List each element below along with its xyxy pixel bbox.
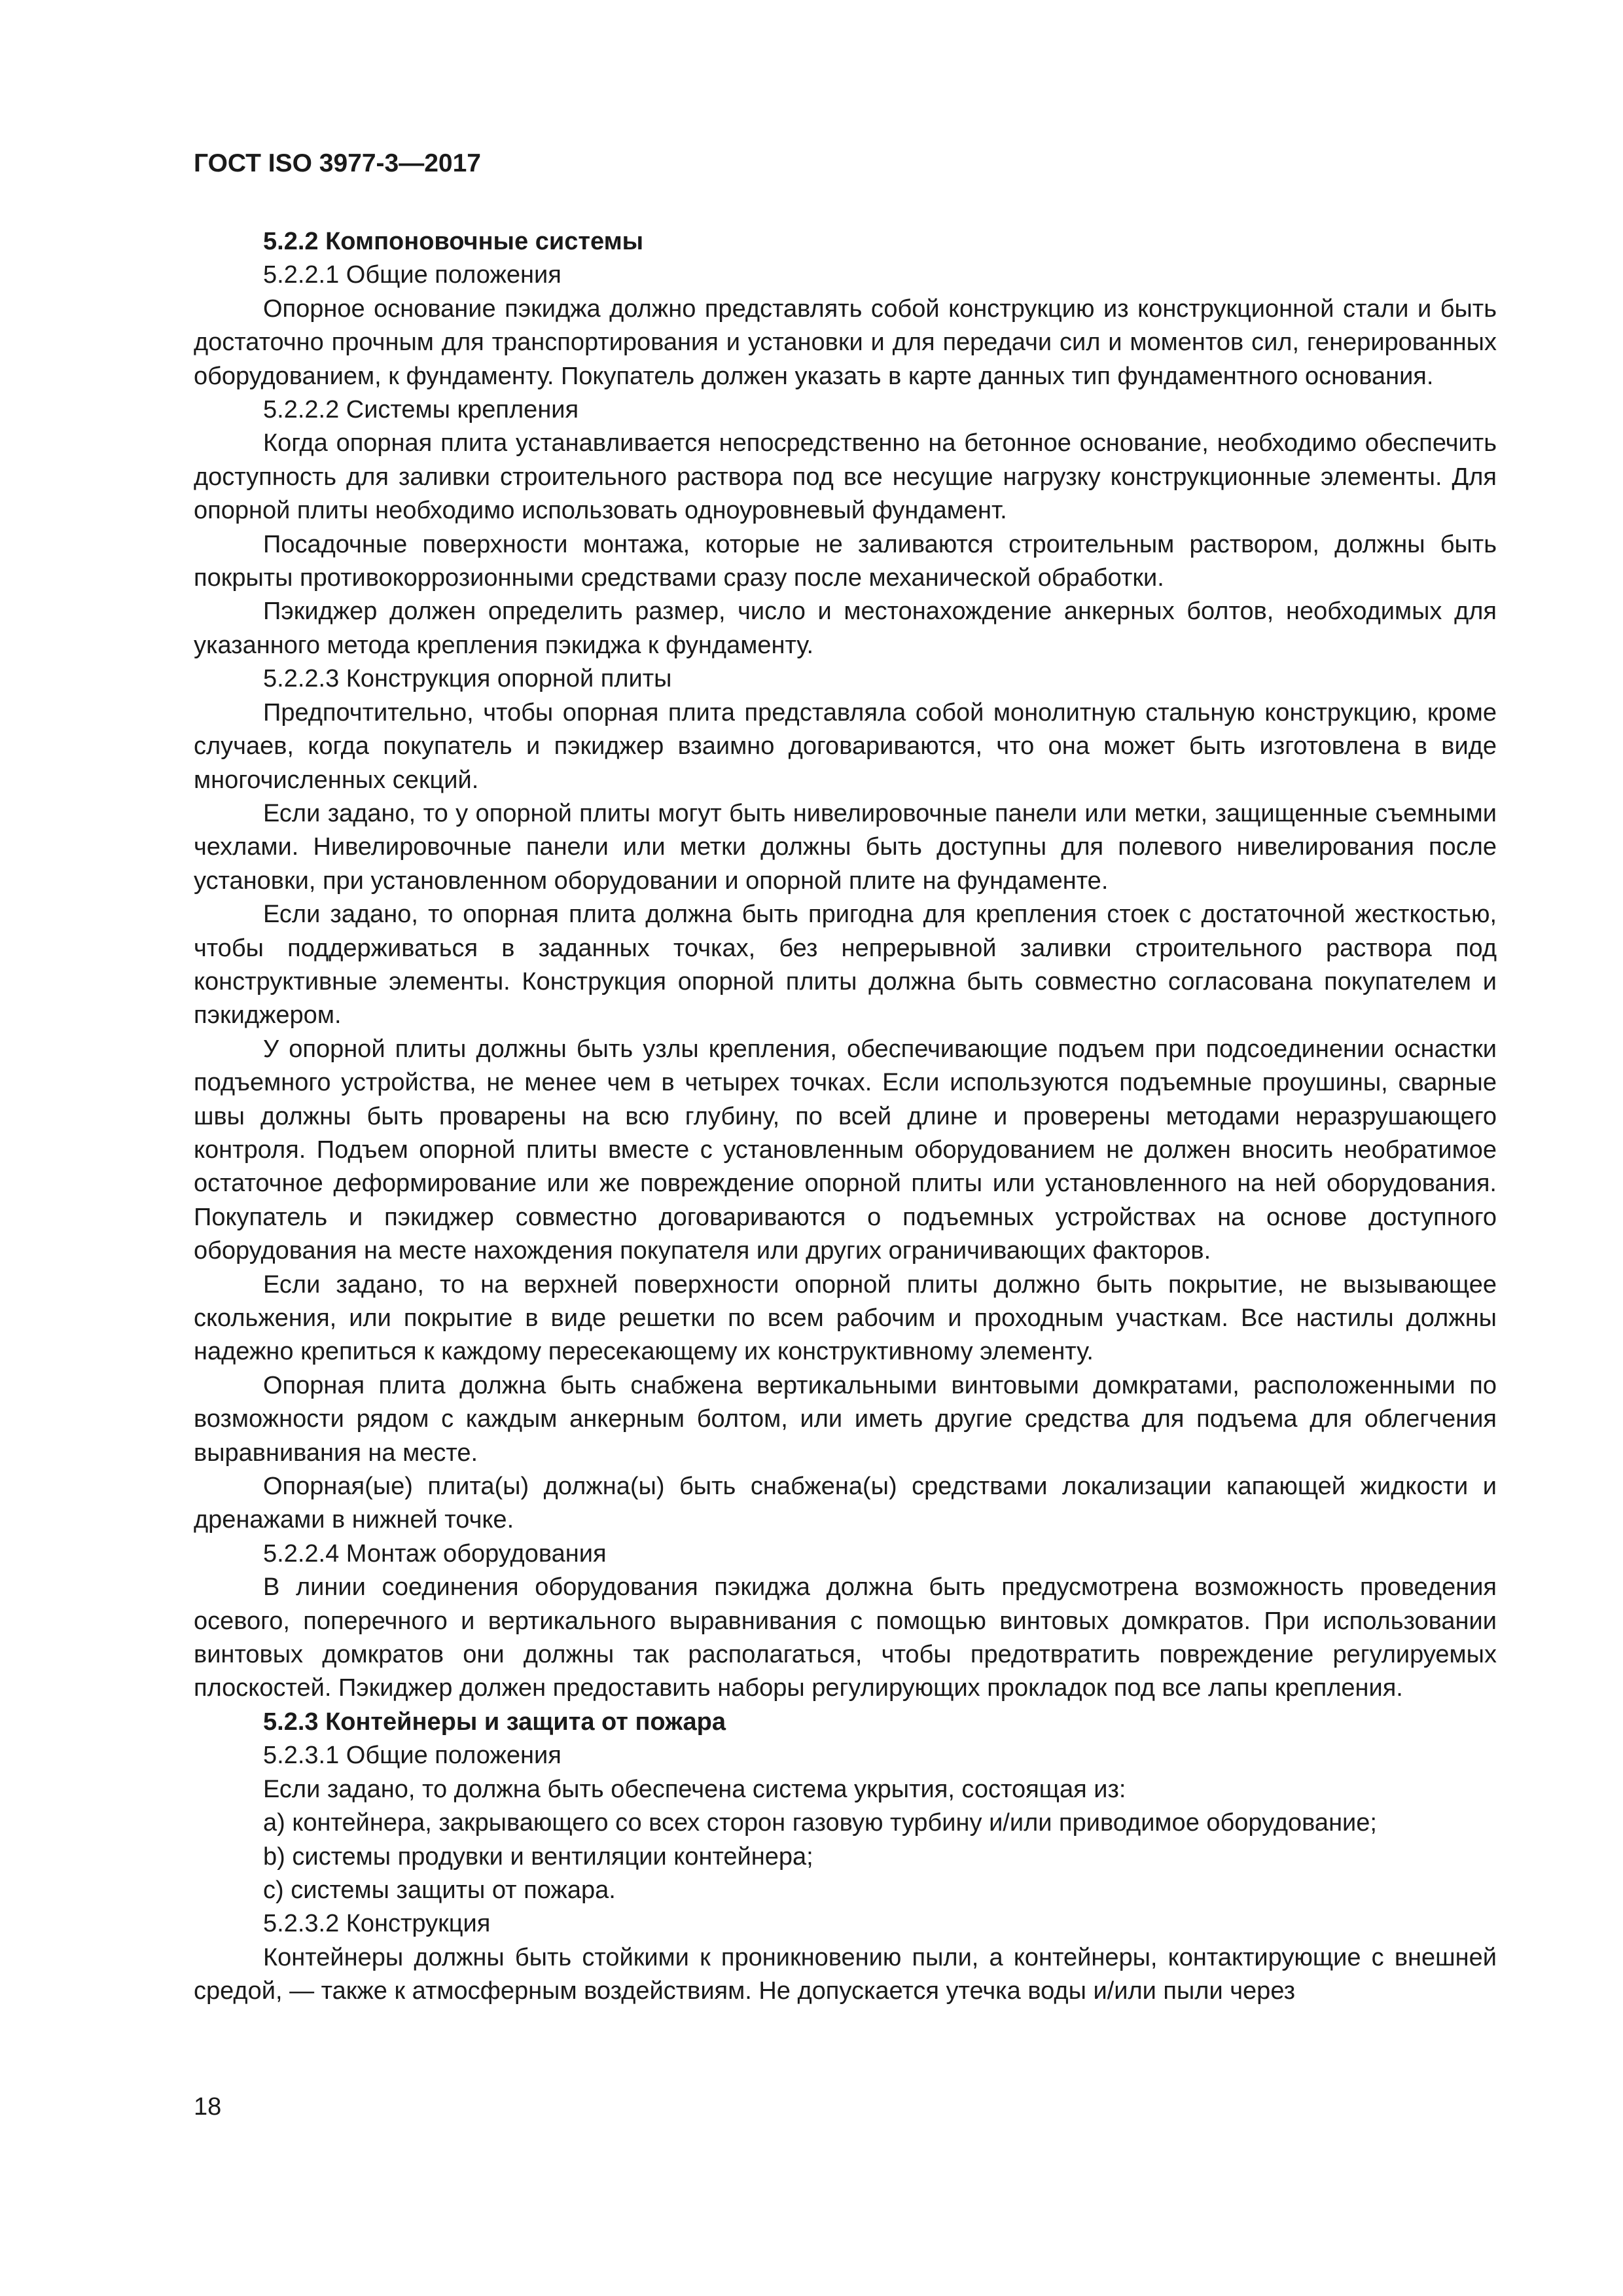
subsection-heading-5-2-2-3: 5.2.2.3 Конструкция опорной плиты bbox=[263, 665, 672, 693]
paragraph: Контейнеры должны быть стойкими к проникновению пыли, а контейнеры, контактирующие с внешней средой, — также к атмосферным воздействиям. Не допускается утечка воды и/или пыли через bbox=[194, 1943, 1497, 2005]
subsection-heading-5-2-2-4: 5.2.2.4 Монтаж оборудования bbox=[263, 1539, 607, 1568]
paragraph: У опорной плиты должны быть узлы крепления, обеспечивающие подъем при подсоединении оснастки подъемного устройства, не менее чем в четырех точках. Если используются подъемные проушины, сварные швы должны быть проварены на всю глубину, по всей длине и проверены методами неразрушающего контроля. Подъем опорной плиты вместе с установленным оборудованием не должен вносить необратимое остаточное деформирование или же повреждение опорной плиты или установленного на ней оборудования. Покупатель и пэкиджер совместно договариваются о подъемных устройствах на основе доступного оборудования на месте нахождения покупателя или других ограничивающих факторов. bbox=[194, 1035, 1497, 1265]
paragraph: Пэкиджер должен определить размер, число и местонахождение анкерных болтов, необходимых для указанного метода крепления пэкиджа к фундаменту. bbox=[194, 598, 1497, 659]
section-heading-5-2-2: 5.2.2 Компоновочные системы bbox=[263, 228, 644, 255]
section-heading-5-2-3: 5.2.3 Контейнеры и защита от пожара bbox=[263, 1708, 726, 1736]
paragraph: Опорная плита должна быть снабжена вертикальными винтовыми домкратами, расположенными по возможности рядом с каждым анкерным болтом, или иметь другие средства для подъема для облегчения выравнивания на месте. bbox=[194, 1371, 1497, 1467]
page-number: 18 bbox=[194, 2093, 222, 2121]
paragraph: Если задано, то опорная плита должна быть пригодна для крепления стоек с достаточной жесткостью, чтобы поддерживаться в заданных точках, без непрерывной заливки строительного раствора под конструктивные элементы. Конструкция опорной плиты должна быть совместно согласована покупателем и пэкиджером. bbox=[194, 901, 1497, 1030]
document-body bbox=[194, 225, 1497, 2009]
paragraph: Если задано, то должна быть обеспечена система укрытия, состоящая из: bbox=[263, 1775, 1126, 1803]
paragraph: Предпочтительно, чтобы опорная плита представляла собой монолитную стальную конструкцию, кроме случаев, когда покупатель и пэкиджер взаимно договариваются, что она может быть изготовлена в виде многочисленных секций. bbox=[194, 698, 1497, 794]
paragraph: В линии соединения оборудования пэкиджа должна быть предусмотрена возможность проведения осевого, поперечного и вертикального выравнивания с помощью винтовых домкратов. При использовании винтовых домкратов они должны так располагаться, чтобы предотвратить повреждение регулируемых плоскостей. Пэкиджер должен предоставить наборы регулирующих прокладок под все лапы крепления. bbox=[194, 1573, 1497, 1702]
paragraph: Опорное основание пэкиджа должно представлять собой конструкцию из конструкционной стали и быть достаточно прочным для транспортирования и установки и для передачи сил и моментов сил, генерированных оборудованием, к фундаменту. Покупатель должен указать в карте данных тип фундаментного основания. bbox=[194, 295, 1497, 390]
list-item-a: a) контейнера, закрывающего со всех сторон газовую турбину и/или приводимое оборудование; bbox=[263, 1809, 1377, 1837]
list-item-c: c) системы защиты от пожара. bbox=[263, 1876, 616, 1904]
document-code: ГОСТ ISO 3977-3—2017 bbox=[194, 149, 481, 177]
subsection-heading-5-2-3-2: 5.2.3.2 Конструкция bbox=[263, 1910, 491, 1938]
paragraph: Если задано, то на верхней поверхности опорной плиты должно быть покрытие, не вызывающее скольжения, или покрытие в виде решетки по всем рабочим и проходным участкам. Все настилы должны надежно крепиться к каждому пересекающему их конструктивному элементу. bbox=[194, 1270, 1497, 1366]
paragraph: Опорная(ые) плита(ы) должна(ы) быть снабжена(ы) средствами локализации капающей жидкости и дренажами в нижней точке. bbox=[194, 1473, 1497, 1534]
paragraph: Посадочные поверхности монтажа, которые не заливаются строительным раствором, должны быть покрыты противокоррозионными средствами сразу после механической обработки. bbox=[194, 530, 1497, 592]
subsection-heading-5-2-2-2: 5.2.2.2 Системы крепления bbox=[263, 396, 579, 424]
paragraph: Когда опорная плита устанавливается непосредственно на бетонное основание, необходимо обеспечить доступность для заливки строительного раствора под все несущие нагрузку конструкционные элементы. Для опорной плиты необходимо использовать одноуровневый фундамент. bbox=[194, 429, 1497, 525]
subsection-heading-5-2-3-1: 5.2.3.1 Общие положения bbox=[263, 1742, 562, 1770]
paragraph: Если задано, то у опорной плиты могут быть нивелировочные панели или метки, защищенные съемными чехлами. Нивелировочные панели или метки должны быть доступны для полевого нивелирования после установки, при установленном оборудовании и опорной плите на фундаменте. bbox=[194, 799, 1497, 895]
list-item-b: b) системы продувки и вентиляции контейнера; bbox=[263, 1842, 813, 1871]
subsection-heading-5-2-2-1: 5.2.2.1 Общие положения bbox=[263, 261, 562, 289]
